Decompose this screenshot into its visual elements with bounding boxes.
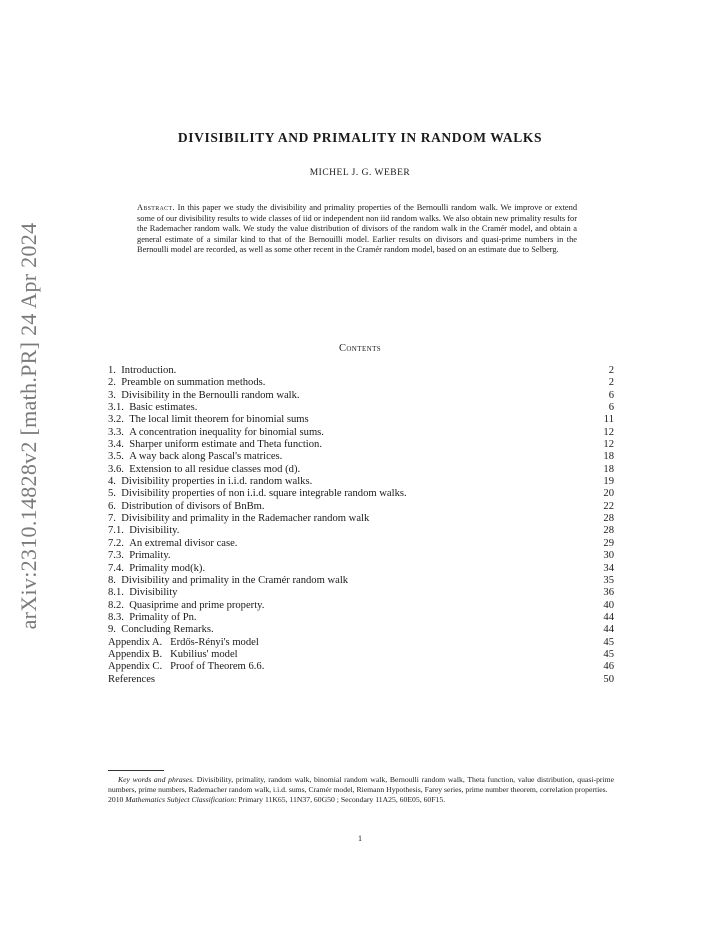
toc-entry-number: 8.1.	[108, 587, 130, 599]
toc-entry[interactable]	[108, 624, 614, 636]
toc-entry-page: 35	[603, 574, 614, 586]
toc-entry[interactable]	[108, 550, 614, 562]
toc-entry-page: 11	[603, 414, 614, 426]
toc-entry-label: Sharper uniform estimate and Theta function.	[129, 439, 322, 451]
abstract-text: In this paper we study the divisibility and primality properties of the Bernoulli random walk. We improve or extend some of our divisibility results to wide classes of iid or independent non iid random walks. We also obtain new primality results for the Rademacher random walk. We study the value distribution of divisors of the random walk in the Cramér model, and obtain a general estimate of a similar kind to that of the Bernouilli model. Earlier results on divisors and quasi-prime numbers in the Bernoulli model are recorded, as well as some other recent in the Cramér random model, based on an estimate due to Selberg.	[137, 203, 578, 254]
toc-entry[interactable]	[108, 575, 614, 587]
toc-entry-number: 8.	[108, 574, 122, 586]
toc-entry-number: 7.4.	[108, 562, 130, 574]
toc-entry-number: 9.	[108, 624, 122, 636]
toc-entry-page: 2	[608, 377, 614, 389]
arxiv-id: arXiv:2310.14828v2 [math.PR] 24 Apr 2024	[16, 222, 41, 630]
msc-year: 2010	[108, 795, 124, 805]
toc-entry[interactable]	[108, 365, 614, 377]
toc-entry[interactable]	[108, 600, 614, 612]
keywords-text: Divisibility, primality, random walk, binomial random walk, Bernoulli random walk, Theta function, value distribution, quasi-prime numbers, prime numbers, Rademacher random walk, i.i.d. sums, Cramér model, Riemann Hypothesis, Farey series, prime number theorem, correlation properties.	[108, 775, 615, 795]
toc-entry-page: 45	[603, 648, 614, 660]
toc-entry-number: 5.	[108, 488, 122, 500]
toc-entry-label: Concluding Remarks.	[121, 624, 214, 636]
toc-entry-label: Primality.	[129, 550, 171, 562]
toc-entry[interactable]	[108, 525, 614, 537]
toc-entry[interactable]	[108, 414, 614, 426]
toc-entry-page: 34	[603, 562, 614, 574]
paper-title: DIVISIBILITY AND PRIMALITY IN RANDOM WALKS	[177, 130, 543, 145]
toc-entry-label: Divisibility properties of non i.i.d. square integrable random walks.	[121, 488, 407, 500]
paper-author: MICHEL J. G. WEBER	[309, 168, 411, 178]
toc-entry-page: 28	[603, 525, 614, 537]
toc-entry-label: Divisibility and primality in the Rademacher random walk	[121, 513, 370, 525]
toc-entry-number: 7.3.	[108, 550, 130, 562]
toc-entry-page: 46	[603, 661, 614, 673]
page-number: 1	[358, 834, 362, 843]
toc-entry[interactable]	[108, 476, 614, 488]
keywords-paragraph	[108, 775, 614, 795]
toc-entry-label: Primality mod(k).	[129, 562, 206, 574]
toc-entry-label: Extension to all residue classes mod (d).	[129, 463, 301, 475]
toc-entry[interactable]	[108, 513, 614, 525]
contents-title: Contents	[338, 343, 382, 354]
toc-entry[interactable]	[108, 538, 614, 550]
toc-entry-label: Divisibility and primality in the Cramér random walk	[121, 574, 349, 586]
toc-entry[interactable]	[108, 390, 614, 402]
toc-entry-page: 45	[603, 636, 614, 648]
abstract-heading: Abstract.	[137, 203, 175, 212]
toc-entry[interactable]	[108, 587, 614, 599]
toc-entry-label: Preamble on summation methods.	[121, 377, 266, 389]
toc-entry-page: 50	[603, 673, 614, 685]
toc-entry-page: 30	[603, 550, 614, 562]
toc-entry-label: Basic estimates.	[129, 402, 198, 414]
toc-entry-page: 44	[603, 611, 614, 623]
toc-entry-label: Kubilius' model	[170, 648, 238, 660]
toc-entry-page: 28	[603, 513, 614, 525]
toc-entry-page: 22	[603, 500, 614, 512]
toc-entry-page: 6	[608, 402, 614, 414]
msc-codes: : Primary 11K65, 11N37, 60G50 ; Secondary 11A25, 60E05, 60F15.	[234, 795, 446, 805]
toc-entry-label: Erdős-Rényi's model	[170, 636, 259, 648]
keywords-heading: Key words and phrases.	[118, 775, 195, 784]
toc-entry-label: Divisibility properties in i.i.d. random walks.	[121, 476, 313, 488]
toc-entry[interactable]	[108, 637, 614, 649]
toc-entry-number: References	[108, 673, 161, 685]
toc-entry-number: Appendix C.	[108, 661, 171, 673]
toc-entry-label: Proof of Theorem 6.6.	[170, 661, 265, 673]
toc-entry-label: Distribution of divisors of BnBm.	[121, 500, 265, 512]
toc-entry-number: 3.3.	[108, 426, 130, 438]
toc-entry-number: 2.	[108, 377, 122, 389]
table-of-contents	[108, 365, 614, 686]
toc-entry-page: 44	[603, 624, 614, 636]
toc-entry[interactable]	[108, 451, 614, 463]
toc-entry-page: 40	[603, 599, 614, 611]
toc-entry-number: Appendix B.	[108, 648, 171, 660]
toc-entry-label: A way back along Pascal's matrices.	[129, 451, 283, 463]
toc-entry[interactable]	[108, 439, 614, 451]
toc-entry-label: Divisibility in the Bernoulli random walk.	[121, 389, 300, 401]
toc-entry-number: 7.1.	[108, 525, 130, 537]
toc-entry[interactable]	[108, 661, 614, 673]
toc-entry-number: 7.	[108, 513, 122, 525]
toc-entry-number: 1.	[108, 365, 122, 376]
toc-entry-label: Primality of Pn.	[129, 611, 197, 623]
toc-entry-page: 18	[603, 451, 614, 463]
toc-entry[interactable]	[108, 464, 614, 476]
toc-entry[interactable]	[108, 612, 614, 624]
toc-entry-number: Appendix A.	[108, 636, 171, 648]
footnote-rule	[108, 770, 164, 771]
toc-entry-number: 3.2.	[108, 414, 130, 426]
toc-entry[interactable]	[108, 649, 614, 661]
toc-entry-page: 18	[603, 463, 614, 475]
toc-entry-page: 6	[608, 389, 614, 401]
toc-entry[interactable]	[108, 501, 614, 513]
toc-entry-number: 6.	[108, 500, 122, 512]
msc-paragraph	[108, 795, 614, 805]
toc-entry-number: 7.2.	[108, 537, 130, 549]
toc-entry-page: 12	[603, 439, 614, 451]
toc-entry[interactable]	[108, 674, 614, 686]
toc-entry[interactable]	[108, 402, 614, 414]
toc-entry-number: 4.	[108, 476, 122, 488]
toc-entry-number: 8.3.	[108, 611, 130, 623]
toc-entry-label: Divisibility.	[129, 525, 180, 537]
toc-entry-label: Quasiprime and prime property.	[129, 599, 265, 611]
abstract	[137, 203, 577, 256]
toc-entry-label	[160, 674, 584, 686]
toc-entry-number: 3.5.	[108, 451, 130, 463]
toc-entry-label: An extremal divisor case.	[129, 537, 238, 549]
toc-entry[interactable]	[108, 488, 614, 500]
toc-entry-label: The local limit theorem for binomial sums	[129, 414, 309, 426]
footnote	[108, 775, 614, 806]
toc-entry-number: 3.4.	[108, 439, 130, 451]
toc-entry-page: 36	[603, 587, 614, 599]
toc-entry[interactable]	[108, 563, 614, 575]
toc-entry[interactable]	[108, 377, 614, 389]
toc-entry-page: 20	[603, 488, 614, 500]
toc-entry-page: 2	[608, 365, 614, 376]
toc-entry[interactable]	[108, 427, 614, 439]
toc-entry-page: 29	[603, 537, 614, 549]
toc-entry-page: 12	[603, 426, 614, 438]
arxiv-sidebar-stamp	[8, 208, 50, 644]
toc-entry-label: Introduction.	[121, 365, 177, 376]
toc-entry-number: 8.2.	[108, 599, 130, 611]
toc-entry-label: A concentration inequality for binomial sums.	[129, 426, 324, 438]
toc-entry-number: 3.6.	[108, 463, 130, 475]
toc-entry-number: 3.	[108, 389, 122, 401]
toc-entry-number: 3.1.	[108, 402, 130, 414]
toc-entry-label: Divisibility	[129, 587, 178, 599]
toc-entry-page: 19	[603, 476, 614, 488]
msc-heading: Mathematics Subject Classification	[125, 795, 235, 805]
